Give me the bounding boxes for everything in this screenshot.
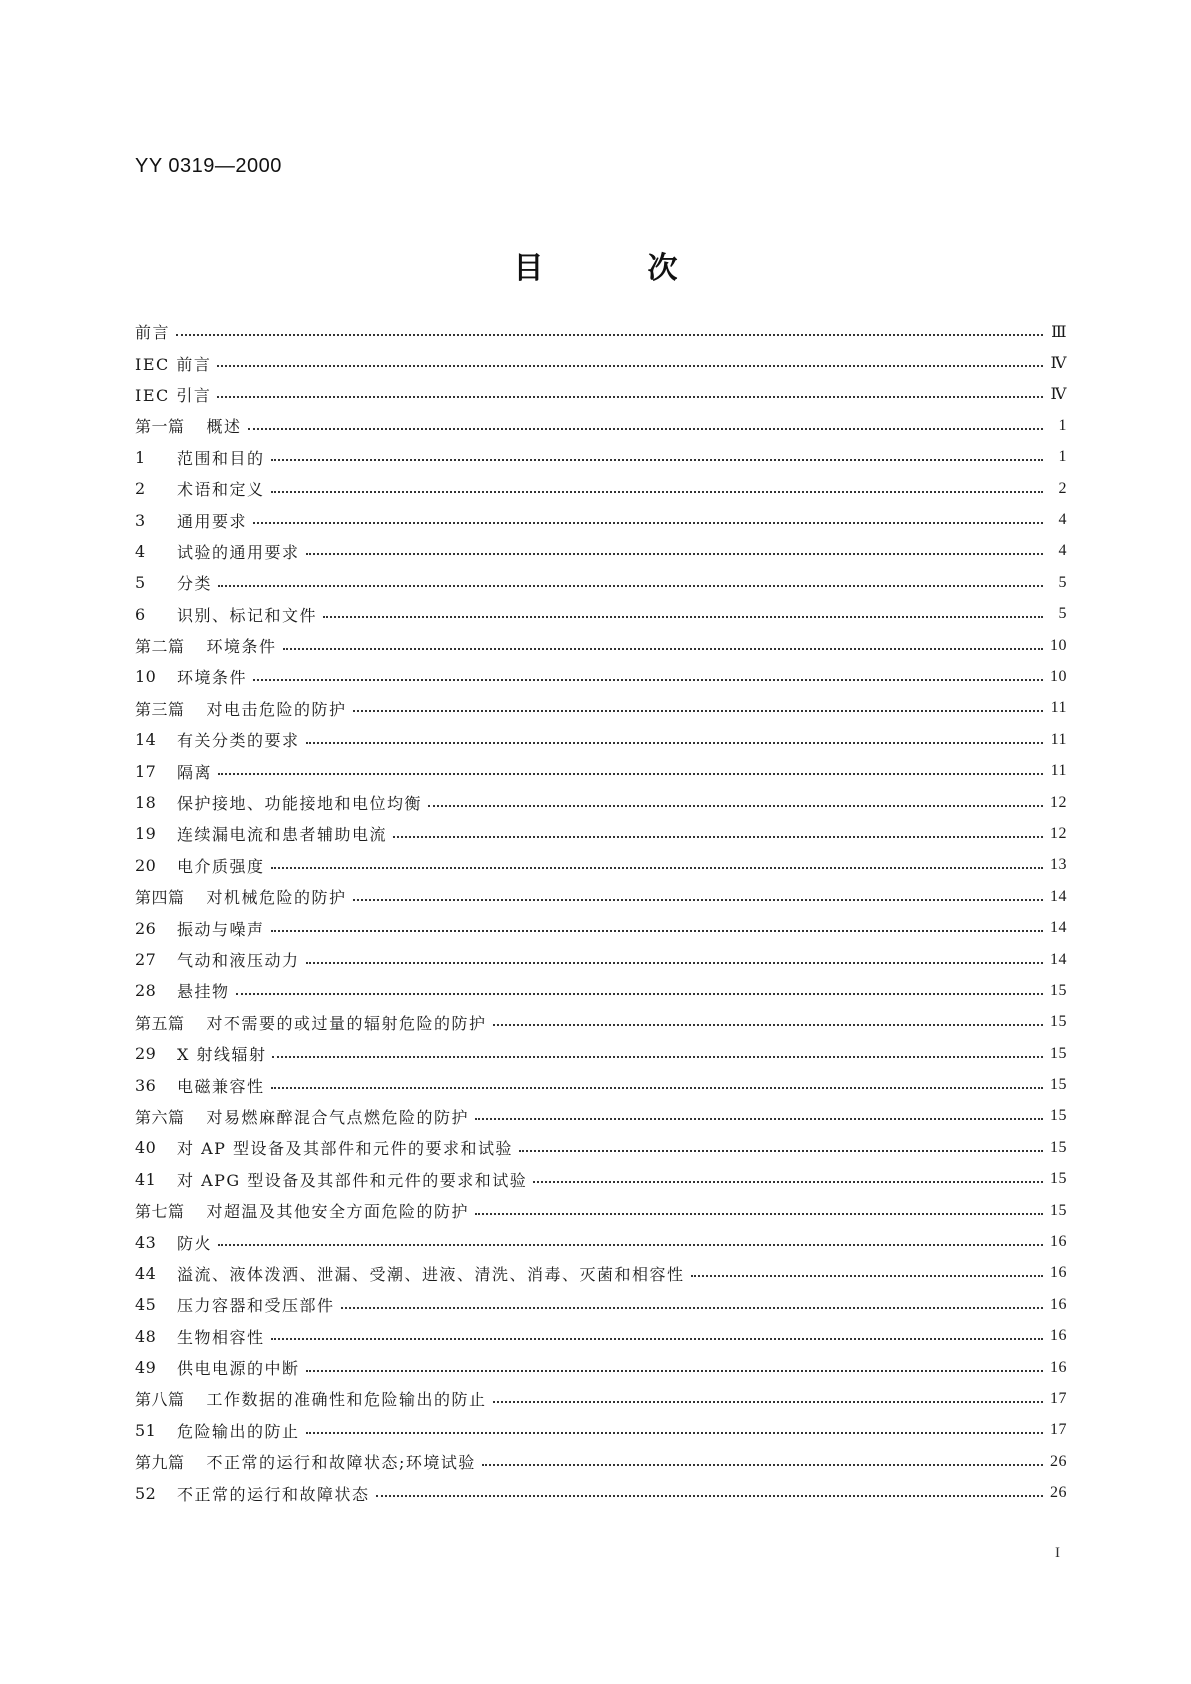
toc-entry-title: IEC 前言 bbox=[135, 354, 212, 374]
toc-dot-leader bbox=[306, 553, 1043, 555]
toc-dot-leader bbox=[253, 522, 1043, 524]
toc-entry-page: 5 bbox=[1058, 605, 1067, 623]
toc-entry-title: 溢流、液体泼洒、泄漏、受潮、进液、清洗、消毒、灭菌和相容性 bbox=[177, 1264, 685, 1284]
toc-dot-leader bbox=[393, 836, 1043, 838]
toc-dot-leader bbox=[272, 1056, 1043, 1058]
toc-dot-leader bbox=[428, 805, 1043, 807]
toc-part-entry[interactable] bbox=[135, 1446, 1067, 1477]
toc-dot-leader bbox=[271, 1087, 1043, 1089]
toc-entry-number: 第九篇 bbox=[135, 1453, 185, 1473]
toc-entry-title: 范围和目的 bbox=[177, 448, 265, 468]
toc-dot-leader bbox=[283, 648, 1043, 650]
toc-entry-number: 第三篇 bbox=[135, 699, 185, 719]
toc-entry-page: 2 bbox=[1058, 479, 1067, 497]
toc-entry[interactable] bbox=[135, 473, 1067, 504]
toc-entry-page: 11 bbox=[1050, 762, 1067, 780]
toc-entry[interactable] bbox=[135, 1258, 1067, 1289]
toc-entry-page: 4 bbox=[1058, 542, 1067, 560]
toc-entry[interactable] bbox=[135, 599, 1067, 630]
toc-entry-page: 26 bbox=[1050, 1484, 1067, 1502]
toc-entry-page: 4 bbox=[1058, 511, 1067, 529]
toc-entry-page: 1 bbox=[1058, 416, 1067, 434]
toc-entry-number: 43 bbox=[135, 1232, 157, 1252]
toc-dot-leader bbox=[176, 334, 1043, 336]
toc-entry[interactable] bbox=[135, 379, 1067, 410]
toc-entry[interactable] bbox=[135, 755, 1067, 786]
toc-entry-page: 12 bbox=[1050, 793, 1067, 811]
toc-part-entry[interactable] bbox=[135, 1195, 1067, 1226]
toc-dot-leader bbox=[218, 773, 1043, 775]
toc-entry-number: 28 bbox=[135, 981, 157, 1001]
toc-part-entry[interactable] bbox=[135, 1383, 1067, 1414]
toc-part-entry[interactable] bbox=[135, 1101, 1067, 1132]
toc-entry-page: 17 bbox=[1050, 1421, 1067, 1439]
toc-entry-title: 压力容器和受压部件 bbox=[177, 1296, 335, 1316]
toc-part-entry[interactable] bbox=[135, 630, 1067, 661]
toc-entry-page: 15 bbox=[1050, 1201, 1067, 1219]
toc-entry-page: 14 bbox=[1050, 919, 1067, 937]
toc-dot-leader bbox=[253, 679, 1043, 681]
toc-entry-number: 第七篇 bbox=[135, 1202, 185, 1222]
toc-entry[interactable] bbox=[135, 1477, 1067, 1508]
toc-entry-number: 18 bbox=[135, 793, 157, 813]
toc-entry-title: IEC 引言 bbox=[135, 385, 212, 405]
toc-dot-leader bbox=[271, 867, 1043, 869]
toc-entry-number: 40 bbox=[135, 1138, 157, 1158]
toc-dot-leader bbox=[475, 1213, 1043, 1215]
toc-entry-page: Ⅳ bbox=[1050, 355, 1067, 373]
toc-entry-number: 14 bbox=[135, 730, 157, 750]
toc-dot-leader bbox=[271, 1338, 1043, 1340]
toc-dot-leader bbox=[248, 428, 1043, 430]
toc-entry-number: 第八篇 bbox=[135, 1390, 185, 1410]
toc-entry-page: 15 bbox=[1050, 1138, 1067, 1156]
toc-dot-leader bbox=[217, 365, 1043, 367]
toc-entry-page: 26 bbox=[1050, 1452, 1067, 1470]
toc-entry-number: 27 bbox=[135, 950, 157, 969]
toc-entry-number: 1 bbox=[135, 447, 146, 467]
toc-part-entry[interactable] bbox=[135, 693, 1067, 724]
toc-entry-number: 51 bbox=[135, 1420, 157, 1440]
toc-entry[interactable] bbox=[135, 504, 1067, 535]
toc-entry-title: 对 AP 型设备及其部件和元件的要求和试验 bbox=[177, 1139, 513, 1159]
toc-entry-page: 15 bbox=[1050, 981, 1067, 999]
toc-entry-page: 11 bbox=[1050, 730, 1067, 748]
toc-entry-title: 环境条件 bbox=[206, 637, 277, 657]
toc-entry-page: 12 bbox=[1050, 824, 1067, 842]
toc-dot-leader bbox=[306, 1370, 1043, 1372]
toc-entry-page: 15 bbox=[1050, 1076, 1067, 1094]
toc-entry[interactable] bbox=[135, 1069, 1067, 1100]
toc-entry-page: Ⅲ bbox=[1051, 323, 1067, 341]
footer-page-number: I bbox=[1055, 1545, 1060, 1561]
toc-part-entry[interactable] bbox=[135, 410, 1067, 441]
toc-part-entry[interactable] bbox=[135, 881, 1067, 912]
toc-dot-leader bbox=[519, 1150, 1043, 1152]
toc-entry-number: 26 bbox=[135, 918, 157, 938]
toc-entry[interactable] bbox=[135, 975, 1067, 1006]
toc-entry-number: 44 bbox=[135, 1263, 157, 1283]
toc-entry-title: 概述 bbox=[206, 417, 242, 437]
toc-entry-number: 48 bbox=[135, 1326, 157, 1346]
toc-entry-page: 13 bbox=[1050, 856, 1067, 874]
title-char-1: 目 bbox=[513, 251, 544, 286]
page-title bbox=[0, 243, 1191, 287]
toc-entry-page: 15 bbox=[1050, 1170, 1067, 1188]
document-code: YY 0319—2000 bbox=[135, 155, 282, 177]
toc-entry[interactable] bbox=[135, 1038, 1067, 1069]
toc-entry-title: 不正常的运行和故障状态 bbox=[177, 1484, 370, 1504]
toc-entry[interactable] bbox=[135, 1289, 1067, 1320]
toc-entry-title: 电磁兼容性 bbox=[177, 1076, 265, 1096]
toc-entry-number: 10 bbox=[135, 667, 157, 687]
toc-entry[interactable] bbox=[135, 1321, 1067, 1352]
toc-entry-number: 52 bbox=[135, 1483, 157, 1503]
toc-dot-leader bbox=[236, 993, 1043, 995]
toc-entry-page: 15 bbox=[1050, 1013, 1067, 1031]
toc-dot-leader bbox=[353, 710, 1043, 712]
toc-entry-number: 29 bbox=[135, 1044, 157, 1064]
toc-dot-leader bbox=[306, 742, 1043, 744]
toc-entry[interactable] bbox=[135, 442, 1067, 473]
toc-dot-leader bbox=[323, 616, 1043, 618]
toc-entry-page: 10 bbox=[1050, 667, 1067, 685]
toc-dot-leader bbox=[218, 1244, 1043, 1246]
toc-dot-leader bbox=[271, 491, 1043, 493]
toc-entry[interactable] bbox=[135, 316, 1067, 347]
table-of-contents bbox=[135, 316, 1067, 1509]
toc-entry-page: 10 bbox=[1050, 636, 1067, 654]
toc-entry-title: 工作数据的准确性和危险输出的防止 bbox=[206, 1390, 487, 1410]
toc-entry-title: 试验的通用要求 bbox=[177, 542, 300, 562]
toc-dot-leader bbox=[691, 1275, 1043, 1277]
toc-entry-number: 第五篇 bbox=[135, 1013, 185, 1033]
toc-entry[interactable] bbox=[135, 661, 1067, 692]
toc-entry-title: 防火 bbox=[177, 1233, 213, 1253]
toc-entry-number: 2 bbox=[135, 479, 146, 499]
toc-entry[interactable] bbox=[135, 536, 1067, 567]
toc-entry-page: 15 bbox=[1050, 1044, 1067, 1062]
toc-entry-title: 术语和定义 bbox=[177, 480, 265, 500]
toc-dot-leader bbox=[341, 1307, 1043, 1309]
toc-entry-page: 15 bbox=[1050, 1107, 1067, 1125]
toc-dot-leader bbox=[376, 1495, 1043, 1497]
toc-entry-number: 41 bbox=[135, 1169, 157, 1189]
toc-entry-title: 对不需要的或过量的辐射危险的防护 bbox=[206, 1013, 487, 1033]
toc-entry-number: 第一篇 bbox=[135, 417, 185, 437]
toc-entry[interactable] bbox=[135, 347, 1067, 378]
toc-dot-leader bbox=[306, 962, 1043, 964]
toc-entry-title: 保护接地、功能接地和电位均衡 bbox=[177, 794, 423, 814]
toc-entry-title: 分类 bbox=[177, 574, 213, 594]
toc-entry-title: 连续漏电流和患者辅助电流 bbox=[177, 825, 388, 845]
toc-entry-title: 悬挂物 bbox=[177, 982, 230, 1002]
toc-part-entry[interactable] bbox=[135, 1007, 1067, 1038]
toc-entry-title: 隔离 bbox=[177, 762, 213, 782]
toc-entry-title: 危险输出的防止 bbox=[177, 1421, 300, 1441]
toc-entry-number: 6 bbox=[135, 604, 146, 624]
toc-entry-number: 第六篇 bbox=[135, 1107, 185, 1127]
toc-entry[interactable] bbox=[135, 850, 1067, 881]
toc-dot-leader bbox=[493, 1401, 1043, 1403]
toc-entry-page: 16 bbox=[1050, 1358, 1067, 1376]
toc-entry-title: 对机械危险的防护 bbox=[206, 888, 347, 908]
toc-entry-title: 识别、标记和文件 bbox=[177, 605, 318, 625]
toc-entry[interactable] bbox=[135, 912, 1067, 943]
toc-entry-number: 49 bbox=[135, 1358, 157, 1378]
toc-entry-title: 生物相容性 bbox=[177, 1327, 265, 1347]
toc-entry-page: 16 bbox=[1050, 1233, 1067, 1251]
toc-dot-leader bbox=[533, 1181, 1043, 1183]
toc-entry-number: 5 bbox=[135, 573, 146, 593]
toc-entry-page: 17 bbox=[1050, 1389, 1067, 1407]
toc-dot-leader bbox=[218, 585, 1043, 587]
toc-dot-leader bbox=[493, 1024, 1043, 1026]
toc-entry-number: 45 bbox=[135, 1295, 157, 1315]
toc-entry-title: 环境条件 bbox=[177, 668, 248, 688]
toc-dot-leader bbox=[217, 396, 1043, 398]
toc-dot-leader bbox=[353, 899, 1043, 901]
toc-dot-leader bbox=[271, 459, 1043, 461]
toc-entry-number: 36 bbox=[135, 1075, 157, 1095]
toc-entry-title: 对超温及其他安全方面危险的防护 bbox=[206, 1202, 470, 1222]
toc-entry-page: 14 bbox=[1050, 887, 1067, 905]
toc-entry[interactable] bbox=[135, 1352, 1067, 1383]
toc-entry[interactable] bbox=[135, 944, 1067, 975]
toc-entry-number: 第四篇 bbox=[135, 888, 185, 908]
toc-entry-title: 振动与噪声 bbox=[177, 919, 265, 939]
toc-entry-number: 20 bbox=[135, 855, 157, 875]
toc-entry[interactable] bbox=[135, 724, 1067, 755]
toc-entry-page: 16 bbox=[1050, 1327, 1067, 1345]
toc-entry-title: 有关分类的要求 bbox=[177, 731, 300, 751]
toc-entry[interactable] bbox=[135, 1226, 1067, 1257]
toc-entry-page: 16 bbox=[1050, 1264, 1067, 1282]
toc-dot-leader bbox=[475, 1118, 1043, 1120]
toc-dot-leader bbox=[482, 1464, 1043, 1466]
toc-entry-title: 前言 bbox=[135, 323, 171, 343]
toc-entry-title: 对易燃麻醉混合气点燃危险的防护 bbox=[206, 1107, 470, 1127]
toc-entry-page: 11 bbox=[1050, 699, 1067, 717]
toc-entry-page: Ⅳ bbox=[1050, 386, 1067, 404]
toc-entry-page: 1 bbox=[1058, 448, 1067, 466]
toc-entry-number: 3 bbox=[135, 510, 146, 530]
toc-entry-page: 5 bbox=[1058, 573, 1067, 591]
toc-entry-page: 16 bbox=[1050, 1295, 1067, 1313]
toc-entry-number: 第二篇 bbox=[135, 637, 185, 657]
toc-entry[interactable] bbox=[135, 1415, 1067, 1446]
toc-entry-number: 17 bbox=[135, 761, 157, 781]
toc-entry-title: X 射线辐射 bbox=[177, 1045, 267, 1065]
toc-entry[interactable] bbox=[135, 1164, 1067, 1195]
toc-entry-title: 通用要求 bbox=[177, 511, 248, 531]
toc-entry-title: 供电电源的中断 bbox=[177, 1359, 300, 1379]
toc-entry-title: 对 APG 型设备及其部件和元件的要求和试验 bbox=[177, 1170, 528, 1190]
toc-entry-number: 4 bbox=[135, 541, 146, 561]
toc-entry-page: 14 bbox=[1050, 950, 1067, 968]
toc-entry[interactable] bbox=[135, 787, 1067, 818]
title-char-2: 次 bbox=[647, 251, 678, 286]
toc-dot-leader bbox=[306, 1432, 1043, 1434]
toc-entry[interactable] bbox=[135, 818, 1067, 849]
toc-dot-leader bbox=[271, 930, 1043, 932]
toc-entry-title: 气动和液压动力 bbox=[177, 951, 300, 970]
toc-entry-number: 19 bbox=[135, 824, 157, 844]
toc-entry[interactable] bbox=[135, 567, 1067, 598]
toc-entry-title: 不正常的运行和故障状态;环境试验 bbox=[206, 1453, 476, 1473]
toc-entry-title: 电介质强度 bbox=[177, 856, 265, 876]
toc-entry-title: 对电击危险的防护 bbox=[206, 699, 347, 719]
toc-entry[interactable] bbox=[135, 1132, 1067, 1163]
